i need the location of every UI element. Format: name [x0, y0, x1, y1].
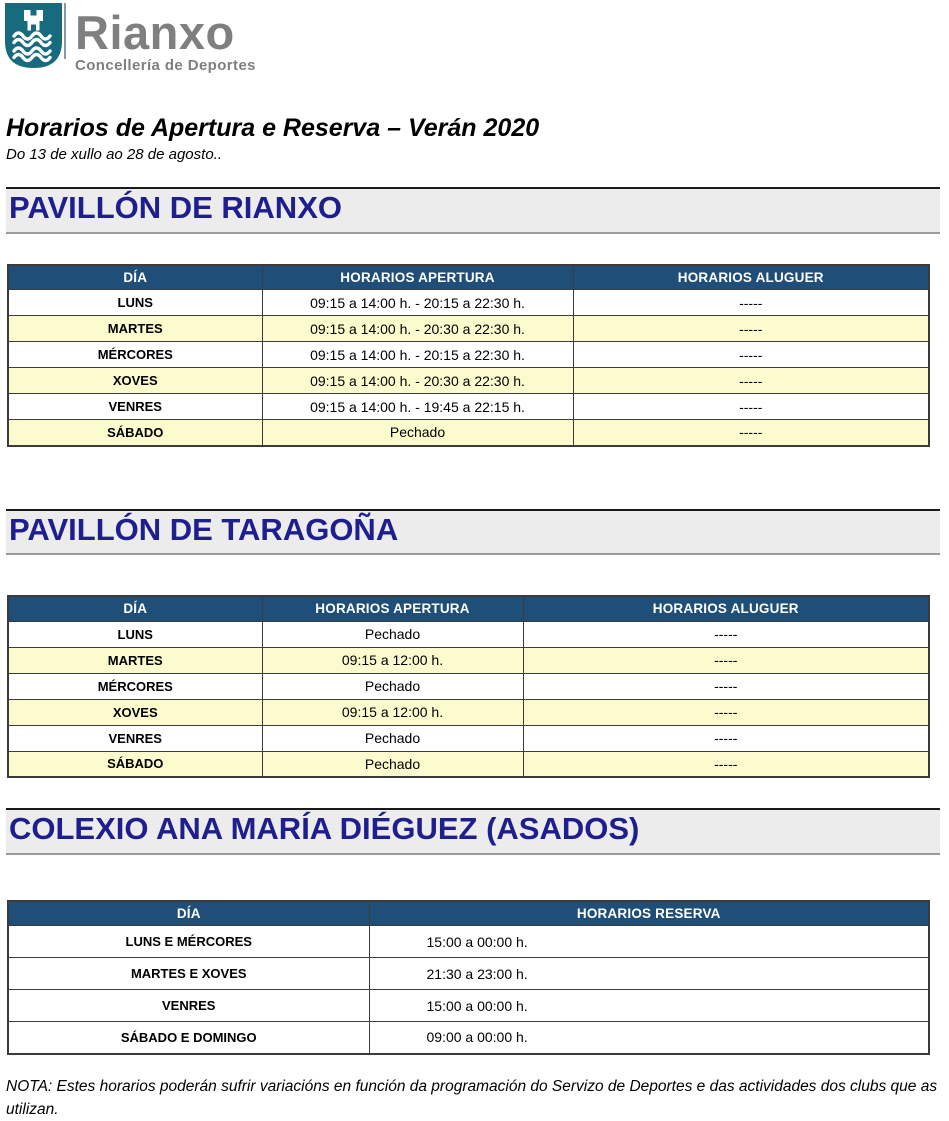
column-header-apertura: HORARIOS APERTURA — [262, 265, 573, 290]
column-header-dia: DÍA — [8, 596, 262, 621]
cell-aluguer: ----- — [573, 342, 929, 368]
cell-aluguer: ----- — [523, 751, 929, 777]
cell-aluguer: ----- — [573, 368, 929, 394]
section-heading-pavillon-taragona — [6, 509, 940, 556]
table-pavillon-rianxo — [7, 264, 930, 447]
cell-apertura: Pechado — [262, 621, 523, 647]
table-header-row — [8, 901, 929, 926]
section-heading-pavillon-rianxo — [6, 187, 940, 234]
cell-reserva: 21:30 a 23:00 h. — [369, 958, 929, 990]
table-row — [8, 751, 929, 777]
logo — [0, 0, 949, 74]
section-title: COLEXIO ANA MARÍA DIÉGUEZ (ASADOS) — [9, 811, 640, 847]
cell-reserva: 09:00 a 00:00 h. — [369, 1022, 929, 1054]
brand-department: Concellería de Deportes — [75, 57, 256, 74]
cell-day: MARTES — [8, 647, 262, 673]
table-pavillon-taragona — [7, 595, 930, 778]
page-title: Horarios de Apertura e Reserva – Verán 2020 — [6, 114, 540, 142]
cell-apertura: 09:15 a 14:00 h. - 19:45 a 22:15 h. — [262, 394, 573, 420]
table-row — [8, 368, 929, 394]
cell-apertura: 09:15 a 12:00 h. — [262, 647, 523, 673]
cell-day: LUNS E MÉRCORES — [8, 926, 369, 958]
column-header-apertura: HORARIOS APERTURA — [262, 596, 523, 621]
column-header-aluguer: HORARIOS ALUGUER — [573, 265, 929, 290]
cell-day: SÁBADO — [8, 420, 262, 446]
column-header-aluguer: HORARIOS ALUGUER — [523, 596, 929, 621]
cell-day: MÉRCORES — [8, 342, 262, 368]
cell-day: VENRES — [8, 990, 369, 1022]
cell-aluguer: ----- — [523, 699, 929, 725]
table-row — [8, 699, 929, 725]
table-row — [8, 958, 929, 990]
cell-reserva: 15:00 a 00:00 h. — [369, 990, 929, 1022]
rianxo-shield-logo-icon — [5, 3, 62, 68]
table-row — [8, 1022, 929, 1054]
cell-day: MARTES — [8, 316, 262, 342]
cell-day: SÁBADO — [8, 751, 262, 777]
cell-apertura: Pechado — [262, 725, 523, 751]
section-title: PAVILLÓN DE TARAGOÑA — [9, 511, 399, 547]
cell-aluguer: ----- — [573, 420, 929, 446]
cell-aluguer: ----- — [523, 673, 929, 699]
brand-name: Rianxo — [75, 6, 235, 59]
cell-day: LUNS — [8, 621, 262, 647]
cell-apertura: 09:15 a 14:00 h. - 20:15 a 22:30 h. — [262, 342, 573, 368]
column-header-dia: DÍA — [8, 901, 369, 926]
brand-block — [75, 3, 256, 74]
cell-day: XOVES — [8, 368, 262, 394]
cell-apertura: 09:15 a 14:00 h. - 20:15 a 22:30 h. — [262, 290, 573, 316]
cell-day: VENRES — [8, 725, 262, 751]
footnote: NOTA: Estes horarios poderán sufrir variacións en función da programación do Servizo de Deportes e das actividades dos clubs que as utilizan. — [6, 1077, 938, 1118]
table-row — [8, 420, 929, 446]
table-row — [8, 394, 929, 420]
section-heading-colexio-ana-maria-dieguez — [6, 808, 940, 855]
cell-apertura: 09:15 a 12:00 h. — [262, 699, 523, 725]
table-row — [8, 926, 929, 958]
cell-apertura: Pechado — [262, 420, 573, 446]
table-row — [8, 725, 929, 751]
page-subtitle: Do 13 de xullo ao 28 de agosto.. — [6, 146, 222, 163]
cell-day: SÁBADO E DOMINGO — [8, 1022, 369, 1054]
cell-reserva: 15:00 a 00:00 h. — [369, 926, 929, 958]
cell-aluguer: ----- — [523, 725, 929, 751]
table-header-row — [8, 596, 929, 621]
table-row — [8, 647, 929, 673]
column-header-dia: DÍA — [8, 265, 262, 290]
cell-aluguer: ----- — [523, 621, 929, 647]
table-row — [8, 673, 929, 699]
table-row — [8, 342, 929, 368]
cell-apertura: Pechado — [262, 673, 523, 699]
table-row — [8, 621, 929, 647]
cell-aluguer: ----- — [573, 316, 929, 342]
cell-day: MARTES E XOVES — [8, 958, 369, 990]
cell-aluguer: ----- — [573, 394, 929, 420]
table-row — [8, 990, 929, 1022]
table-row — [8, 316, 929, 342]
cell-day: VENRES — [8, 394, 262, 420]
cell-apertura: 09:15 a 14:00 h. - 20:30 a 22:30 h. — [262, 316, 573, 342]
cell-day: XOVES — [8, 699, 262, 725]
logo-divider — [64, 3, 66, 59]
section-title: PAVILLÓN DE RIANXO — [9, 190, 342, 225]
cell-day: LUNS — [8, 290, 262, 316]
cell-apertura: Pechado — [262, 751, 523, 777]
table-header-row — [8, 265, 929, 290]
table-row — [8, 290, 929, 316]
column-header-reserva: HORARIOS RESERVA — [369, 901, 929, 926]
cell-apertura: 09:15 a 14:00 h. - 20:30 a 22:30 h. — [262, 368, 573, 394]
table-colexio-ana-maria-dieguez — [7, 900, 930, 1055]
cell-aluguer: ----- — [523, 647, 929, 673]
cell-aluguer: ----- — [573, 290, 929, 316]
cell-day: MÉRCORES — [8, 673, 262, 699]
